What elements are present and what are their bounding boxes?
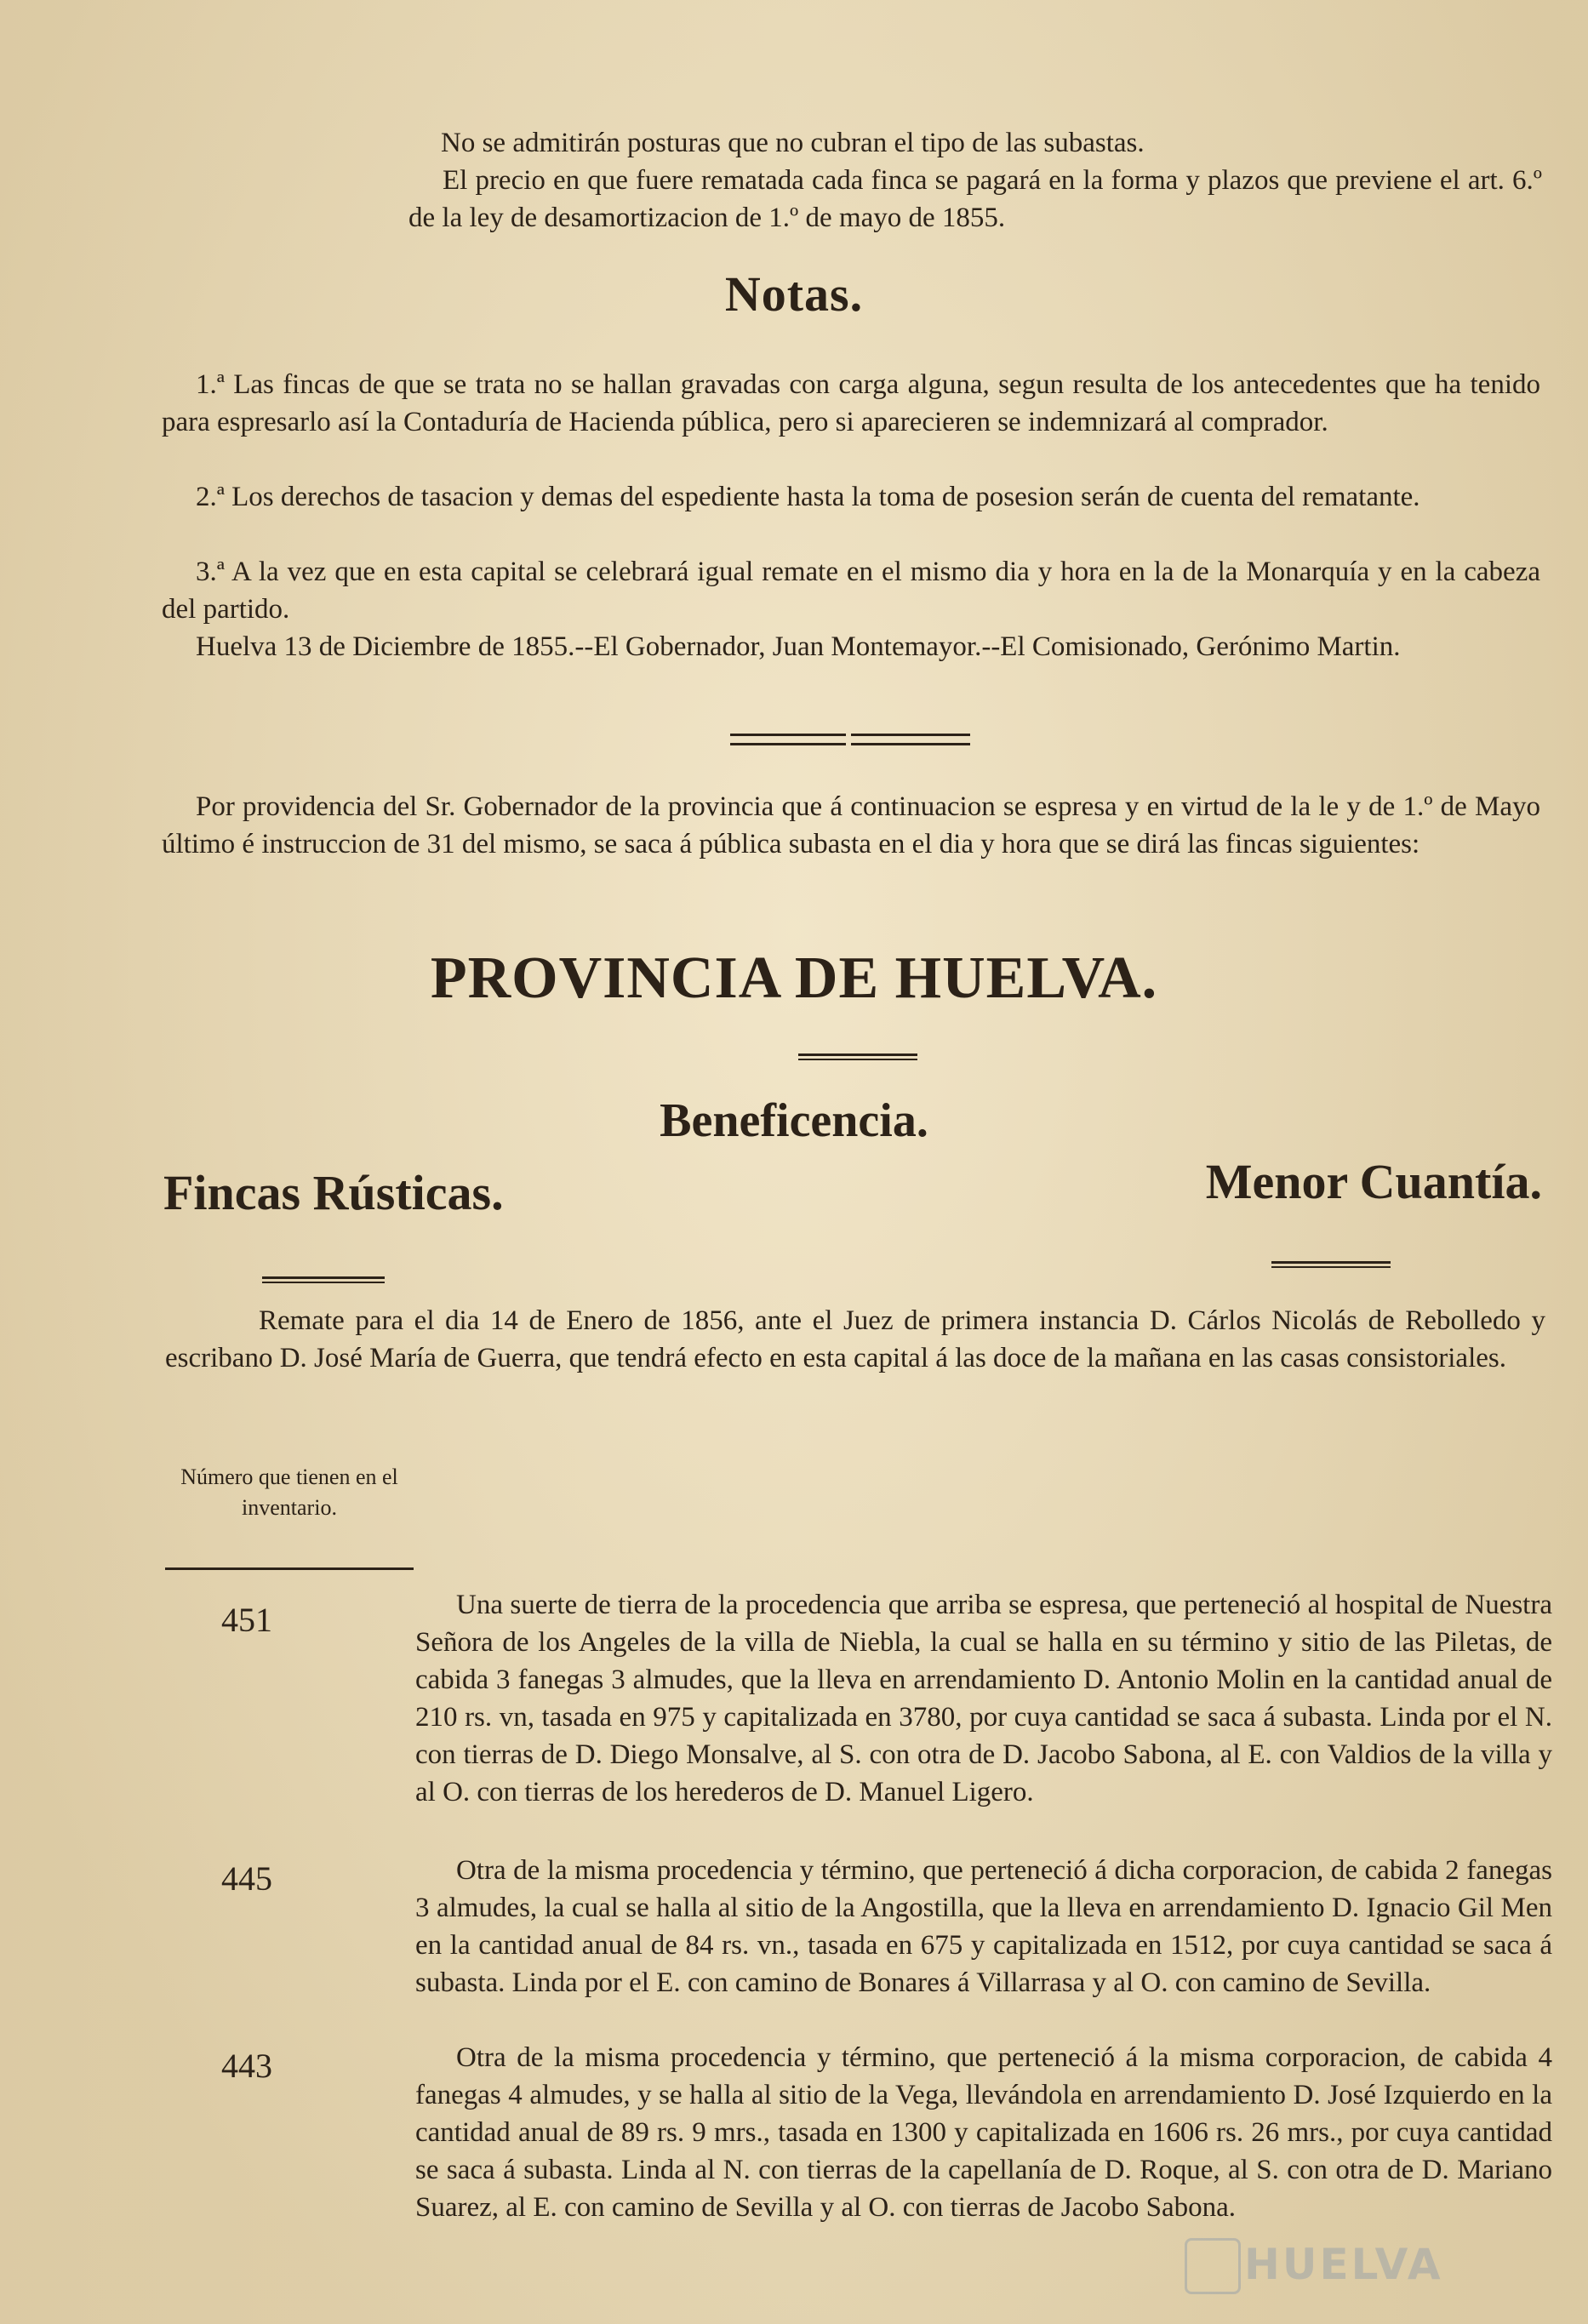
intro-line-1: No se admitirán posturas que no cubran el tipo de las subastas. bbox=[441, 128, 1145, 158]
entry-text: Una suerte de tierra de la procedencia que arriba se espresa, que perteneció al hospital de Nuestra Señora de los Angeles de la villa de Niebla, la cual se halla en su término y sitio de las Piletas, de cabida 3 fanegas 3 almudes, que la lleva en arrendamiento D. Antonio Molin en la cantidad anual de 210 rs. vn, tasada en 975 y capitalizada en 3780, por cuya cantidad se saca á subasta. Linda por el N. con tierras de D. Diego Monsalve, al S. con otra de D. Jacobo Sabona, al E. con Valdios de la villa y al O. con tierras de los herederos de D. Manuel Ligero. bbox=[415, 1590, 1552, 1807]
nota-2: 2.ª Los derechos de tasacion y demas del espediente hasta la toma de posesion serán de cuenta del rematante. bbox=[196, 482, 1420, 512]
fincas-rule bbox=[262, 1276, 385, 1283]
nota-1: 1.ª Las fincas de que se trata no se hallan gravadas con carga alguna, segun resulta de los antecedentes que ha tenido para espresarlo así la Contaduría de Hacienda pública, pero si aparecieren se indemnizará al comprador. bbox=[162, 369, 1540, 437]
entry-number: 445 bbox=[221, 1859, 272, 1898]
entry-text: Otra de la misma procedencia y término, que perteneció á dicha corporacion, de cabida 2 fanegas 3 almudes, la cual se halla al sitio de la Angostilla, que la lleva en arrendamiento D. Ignacio Gil Men en la cantidad anual de 84 rs. vn., tasada en 675 y capitalizada en 1512, por cuya cantidad se saca á subasta. Linda por el E. con camino de Bonares á Villarrasa y al O. con camino de Sevilla. bbox=[415, 1855, 1552, 1998]
providencia-paragraph: Por providencia del Sr. Gobernador de la provincia que á continuacion se espresa y en virtud de la le y de 1.º de Mayo último é instruccion de 31 del mismo, se saca á pública subasta en el dia y hora que se dirá las fincas siguientes: bbox=[162, 791, 1540, 859]
entry-text: Otra de la misma procedencia y término, que perteneció á la misma corporacion, de cabida 4 fanegas 4 almudes, y se halla al sitio de la Vega, llevándola en arrendamiento D. José Izquierdo en la cantidad anual de 89 rs. 9 mrs., tasada en 1300 y capitalizada en 1606 rs. 26 mrs., por cuya cantidad se saca á subasta. Linda al N. con tierras de la capellanía de D. Roque, al S. con otra de D. Mariano Suarez, al E. con camino de Sevilla y al O. con tierras de Jacobo Sabona. bbox=[415, 2042, 1552, 2223]
inventory-column-rule bbox=[165, 1567, 414, 1570]
decorative-separator bbox=[730, 734, 970, 745]
entry-number: 443 bbox=[221, 2047, 272, 2085]
notas-heading: Notas. bbox=[724, 266, 864, 322]
nota-3: 3.ª A la vez que en esta capital se celebrará igual remate en el mismo dia y hora en la de la Monarquía y en la cabeza del partido. bbox=[162, 557, 1540, 625]
remate-paragraph: Remate para el dia 14 de Enero de 1856, ante el Juez de primera instancia D. Cárlos Nicolás de Rebolledo y escribano D. José María de Guerra, que tendrá efecto en esta capital á las doce de la mañana en las casas consistoriales. bbox=[165, 1305, 1545, 1373]
inventory-column-label: Número que tienen en el inventario. bbox=[180, 1465, 398, 1520]
archive-logo-icon bbox=[1185, 2238, 1241, 2294]
provincia-rule bbox=[798, 1054, 917, 1060]
notas-signature: Huelva 13 de Diciembre de 1855.--El Gobernador, Juan Montemayor.--El Comisionado, Gerónimo Martin. bbox=[196, 631, 1401, 662]
entry-number: 451 bbox=[221, 1601, 272, 1639]
fincas-rusticas-heading: Fincas Rústicas. bbox=[163, 1165, 504, 1220]
archive-watermark: HUELVA bbox=[1244, 2240, 1443, 2289]
intro-line-2: El precio en que fuere rematada cada finca se pagará en la forma y plazos que previene el art. 6.º de la ley de desamortizacion de 1.º de mayo de 1855. bbox=[408, 165, 1542, 233]
menor-cuantia-heading: Menor Cuantía. bbox=[1205, 1154, 1542, 1209]
cuantia-rule bbox=[1271, 1261, 1391, 1268]
beneficencia-heading: Beneficencia. bbox=[660, 1094, 928, 1147]
provincia-heading: PROVINCIA DE HUELVA. bbox=[430, 945, 1158, 1011]
